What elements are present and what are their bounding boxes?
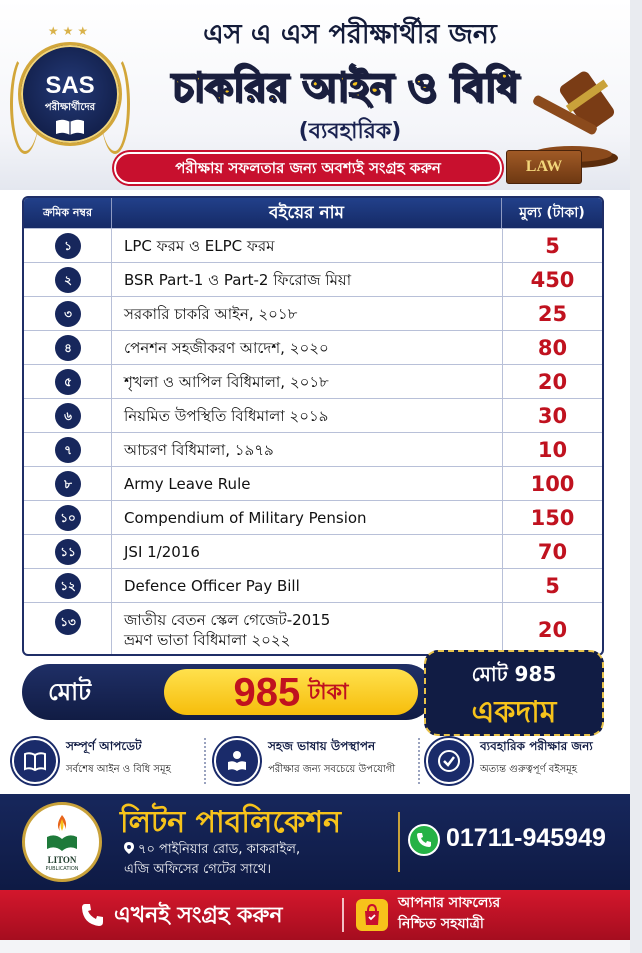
serial-number: ৭ [55,437,81,463]
serial-number: ২ [55,267,81,293]
book-name: Compendium of Military Pension [124,508,367,527]
headline-top: এস এ এস পরীক্ষার্থীর জন্য [203,19,497,50]
serial-number: ১ [55,233,81,259]
serial-number: ৩ [55,301,81,327]
footer-divider [398,812,400,872]
price-cell: 5 [502,569,602,602]
book-name-cell [124,535,494,568]
feature-subtitle: অত্যন্ত গুরুত্বপূর্ণ বইসমূহ [480,764,577,775]
publisher-name: লিটন পাবলিকেশন [120,805,342,840]
feature-divider [418,738,420,784]
book-name: BSR Part-1 ও Part-2 ফিরোজ মিয়া [124,270,352,289]
page-edge [630,0,642,953]
book-name-cell [124,297,494,330]
price-table [22,196,604,656]
table-row [24,568,602,602]
law-book-icon: LAW [506,150,582,184]
serial-cell [24,399,112,432]
publisher-footer [0,794,630,890]
table-row [24,398,602,432]
total-label: মোট [48,678,92,706]
serial-number: ৫ [55,369,81,395]
book-name: জাতীয় বেতন স্কেল গেজেট-2015 [124,610,331,629]
phone-icon [408,824,440,856]
feature-practical [426,734,618,790]
book-name-cell [124,365,494,398]
serial-cell [24,501,112,534]
cta-text[interactable]: এখনই সংগ্রহ করুন [114,903,283,928]
serial-number: ১১ [55,539,81,565]
feature-subtitle: পরীক্ষার জন্য সবচেয়ে উপযোগী [268,764,396,775]
badge-title: SAS [45,72,95,99]
header-serial: ক্রমিক নম্বর [24,198,112,228]
book-name-cell [124,467,494,500]
book-name: ভ্রমণ ভাতা বিধিমালা ২০২২ [124,630,291,649]
headline-main: চাকরির আইন ও বিধি [171,65,519,111]
book-name: শৃখলা ও আপিল বিধিমালা, ২০১৮ [124,372,329,391]
address-line2: এজি অফিসের গেটের সাথে। [124,862,271,877]
stars-icon: ★★★ [47,24,93,38]
price-cell: 20 [502,365,602,398]
phone-number[interactable]: 01711-945949 [446,824,606,852]
serial-number: ৬ [55,403,81,429]
feature-subtitle: সর্বশেষ আইন ও বিধি সমূহ [66,764,171,775]
table-header [24,198,602,228]
reader-icon [214,738,260,784]
address-line1: ৭০ পাইনিয়ার রোড, কাকরাইল, [138,842,301,857]
serial-cell [24,229,112,262]
tagline-line2: নিশ্চিত সহযাত্রী [398,916,484,932]
location-pin-icon [124,842,134,854]
table-row [24,602,602,656]
price-cell: 30 [502,399,602,432]
feature-updated [12,734,202,790]
book-name: Defence Officer Pay Bill [124,576,300,595]
book-name-cell [124,569,494,602]
book-name-cell [124,399,494,432]
total-pill [164,669,418,715]
serial-cell [24,263,112,296]
price-cell: 150 [502,501,602,534]
book-name: নিয়মিত উপস্থিতি বিধিমালা ২০১৯ [124,406,329,425]
feature-title: সহজ ভাষায় উপস্থাপন [268,739,376,753]
price-cell: 25 [502,297,602,330]
serial-cell [24,297,112,330]
sas-badge [10,24,130,154]
check-icon [426,738,472,784]
badge-subtitle: পরীক্ষার্থীদের [44,102,96,113]
serial-cell [24,603,112,656]
shopping-bag-icon [356,899,388,931]
header [0,0,630,190]
price-cell: 450 [502,263,602,296]
features-row [12,734,618,790]
table-row [24,534,602,568]
book-name: JSI 1/2016 [124,542,200,561]
book-name-cell [124,603,494,656]
table-row [24,296,602,330]
price-cell: 5 [502,229,602,262]
price-cell: 20 [502,603,602,656]
logo-subtext: PUBLICATION [45,866,79,872]
table-row [24,500,602,534]
book-name: পেনশন সহজীকরণ আদেশ, ২০২০ [124,338,329,357]
cta-divider [342,898,344,932]
serial-cell [24,433,112,466]
phone-call-icon [80,902,106,928]
phone-contact[interactable] [408,822,622,862]
fixed-price-total: মোট 985 [471,662,557,686]
feature-title: সম্পূর্ণ আপডেট [66,739,142,753]
publisher-address [124,840,394,880]
table-row [24,228,602,262]
logo-text: LITON [47,855,77,865]
total-bar [22,664,434,720]
table-row [24,432,602,466]
serial-cell [24,535,112,568]
cta-tagline [398,893,500,935]
total-unit: টাকা [308,679,349,705]
book-name-cell [124,433,494,466]
address-line [124,840,394,860]
publisher-logo [22,802,102,882]
serial-cell [24,331,112,364]
price-cell: 100 [502,467,602,500]
table-row [24,262,602,296]
tagline-line1: আপনার সাফল্যের [398,895,501,911]
fixed-price-box [424,650,604,736]
serial-number: ১৩ [55,609,81,635]
call-to-action-bar [0,890,630,940]
headline-sub: (ব্যবহারিক) [298,119,402,144]
flame-book-icon [45,813,79,853]
serial-cell [24,365,112,398]
book-name: Army Leave Rule [124,474,251,493]
book-name: LPC ফরম ও ELPC ফরম [124,236,275,255]
price-cell: 70 [502,535,602,568]
ribbon-banner: পরীক্ষায় সফলতার জন্য অবশ্যই সংগ্রহ করুন [114,152,502,184]
book-name: সরকারি চাকরি আইন, ২০১৮ [124,304,298,323]
table-row [24,364,602,398]
bottom-margin [0,940,630,953]
serial-number: ৮ [55,471,81,497]
book-name: আচরণ বিধিমালা, ১৯৭৯ [124,440,274,459]
feature-title: ব্যবহারিক পরীক্ষার জন্য [480,739,593,753]
total-amount: 985 [233,670,301,715]
serial-number: ১২ [55,573,81,599]
book-name-cell [124,263,494,296]
serial-cell [24,569,112,602]
fixed-price-label: একদাম [471,695,557,730]
book-name-cell [124,229,494,262]
feature-divider [204,738,206,784]
price-cell: 80 [502,331,602,364]
header-book-name: বইয়ের নাম [112,198,502,228]
book-name-cell [124,331,494,364]
table-row [24,330,602,364]
header-price: মুল্য (টাকা) [519,205,585,221]
book-icon [12,738,58,784]
feature-easy-language [214,734,414,790]
address-line [124,860,394,880]
book-name-cell [124,501,494,534]
serial-number: ১০ [55,505,81,531]
serial-number: ৪ [55,335,81,361]
table-row [24,466,602,500]
open-book-icon [54,118,86,136]
serial-cell [24,467,112,500]
price-cell: 10 [502,433,602,466]
